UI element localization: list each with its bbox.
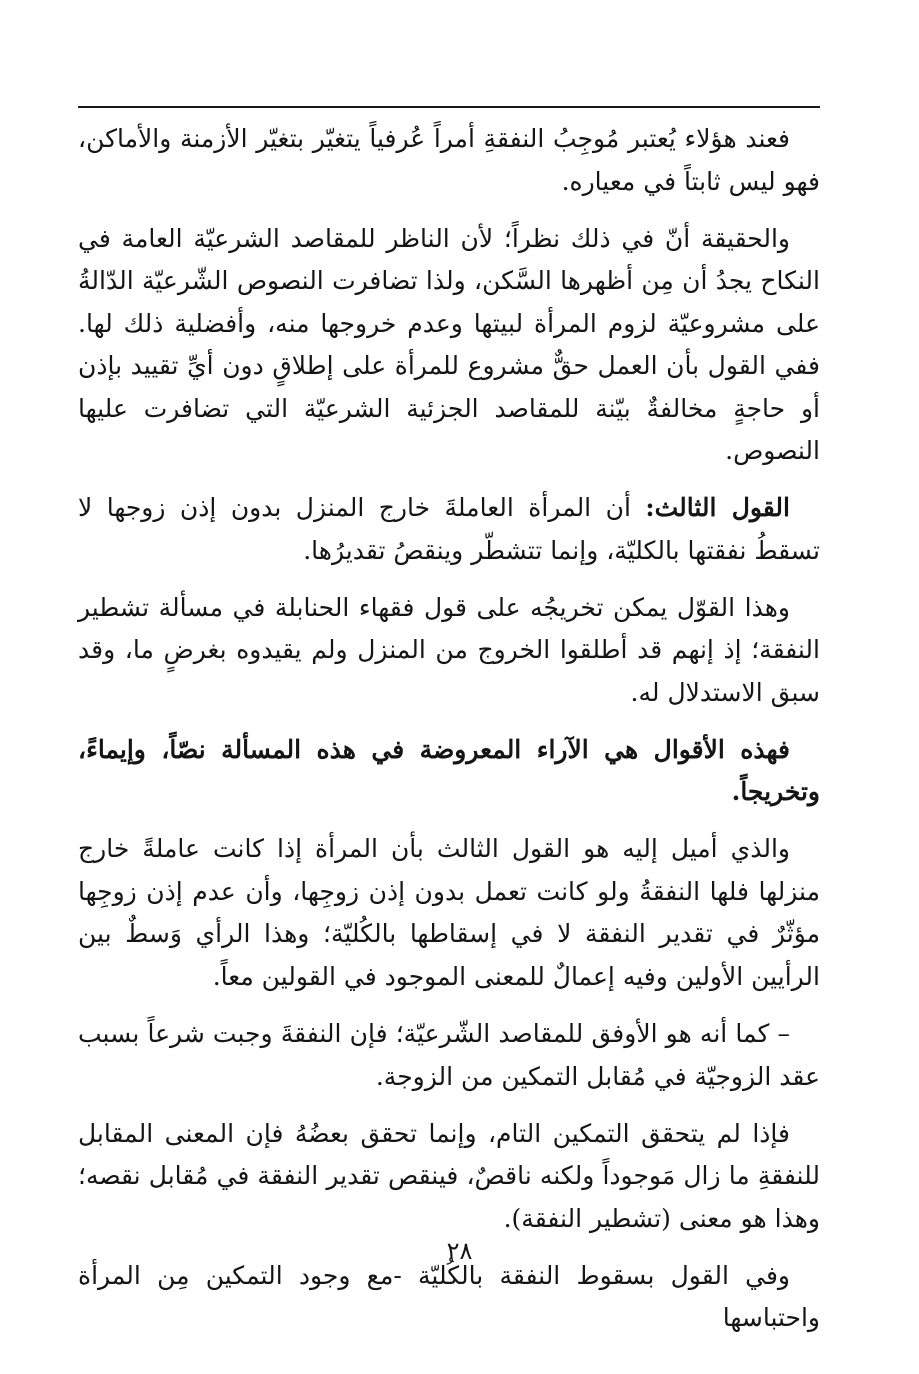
paragraph-4: وهذا القوّل يمكن تخريجُه على قول فقهاء الحنابلة في مسألة تشطير النفقة؛ إذ إنهم قد أطلقوا الخروج من المنزل ولم يقيدوه بغرضٍ ما، وقد سبق الاستدلال له. xyxy=(78,592,820,707)
paragraph-2: والحقيقة أنّ في ذلك نظراً؛ لأن الناظر للمقاصد الشرعيّة العامة في النكاح يجدُ أن مِن أظهرها السَّكن، ولذا تضافرت النصوص الشّرعيّة الدّالةُ على مشروعيّة لزوم المرأة لبيتها وعدم خروجها منه، وأفضلية ذلك لها. ففي القول بأن العمل حقٌّ مشروع للمرأة على إطلاقٍ دون أيِّ تقييد بإذن أو حاجةٍ مخالفةٌ بيّنة للمقاصد الجزئية الشرعيّة التي تضافرت عليها النصوص. xyxy=(78,223,820,466)
paragraph-3-text: أن المرأة العاملةَ خارج المنزل بدون إذن زوجها لا تسقطُ نفقتها بالكليّة، وإنما تتشطّر وينقصُ تقديرُها. xyxy=(78,493,820,565)
page-number: ٢٨ xyxy=(446,1237,473,1265)
paragraph-9: وفي القول بسقوط النفقة بالكُليّة -مع وجود التمكين مِن المرأة واحتباسها xyxy=(78,1260,820,1333)
page-body xyxy=(78,118,820,1340)
paragraph-8: فإذا لم يتحقق التمكين التام، وإنما تحقق بعضُهُ فإن المعنى المقابل للنفقةِ ما زال مَوجوداً ولكنه ناقصٌ، فينقص تقدير النفقة في مُقابل نقصه؛ وهذا هو معنى (تشطير النفقة). xyxy=(78,1118,820,1233)
summary-heading: فهذه الأقوال هي الآراء المعروضة في هذه المسألة نصّاً، وإيماءً، وتخريجاً. xyxy=(78,734,820,807)
paragraph-7: – كما أنه هو الأوفق للمقاصد الشّرعيّة؛ فإن النفقةَ وجبت شرعاً بسبب عقد الزوجيّة في مُقابل التمكين من الزوجة. xyxy=(78,1019,820,1091)
header-rule xyxy=(78,106,820,108)
section-lead-label: القول الثالث: xyxy=(645,493,790,523)
paragraph-1: فعند هؤلاء يُعتبر مُوجِبُ النفقةِ أمراً عُرفياً يتغيّر بتغيّر الأزمنة والأماكن، فهو ليس ثابتاً في معياره. xyxy=(78,124,820,196)
paragraph-6: والذي أميل إليه هو القول الثالث بأن المرأة إذا كانت عاملةً خارج منزلها فلها النفقةُ ولو كانت تعمل بدون إذن زوجِها، وأن عدم إذن زوجِها مؤثّرٌ في تقدير النفقة لا في إسقاطها بالكُليّة؛ وهذا الرأي وَسطٌ بين الرأيين الأولين وفيه إعمالٌ للمعنى الموجود في القولين معاً. xyxy=(78,834,820,991)
paragraph-3 xyxy=(78,487,820,572)
